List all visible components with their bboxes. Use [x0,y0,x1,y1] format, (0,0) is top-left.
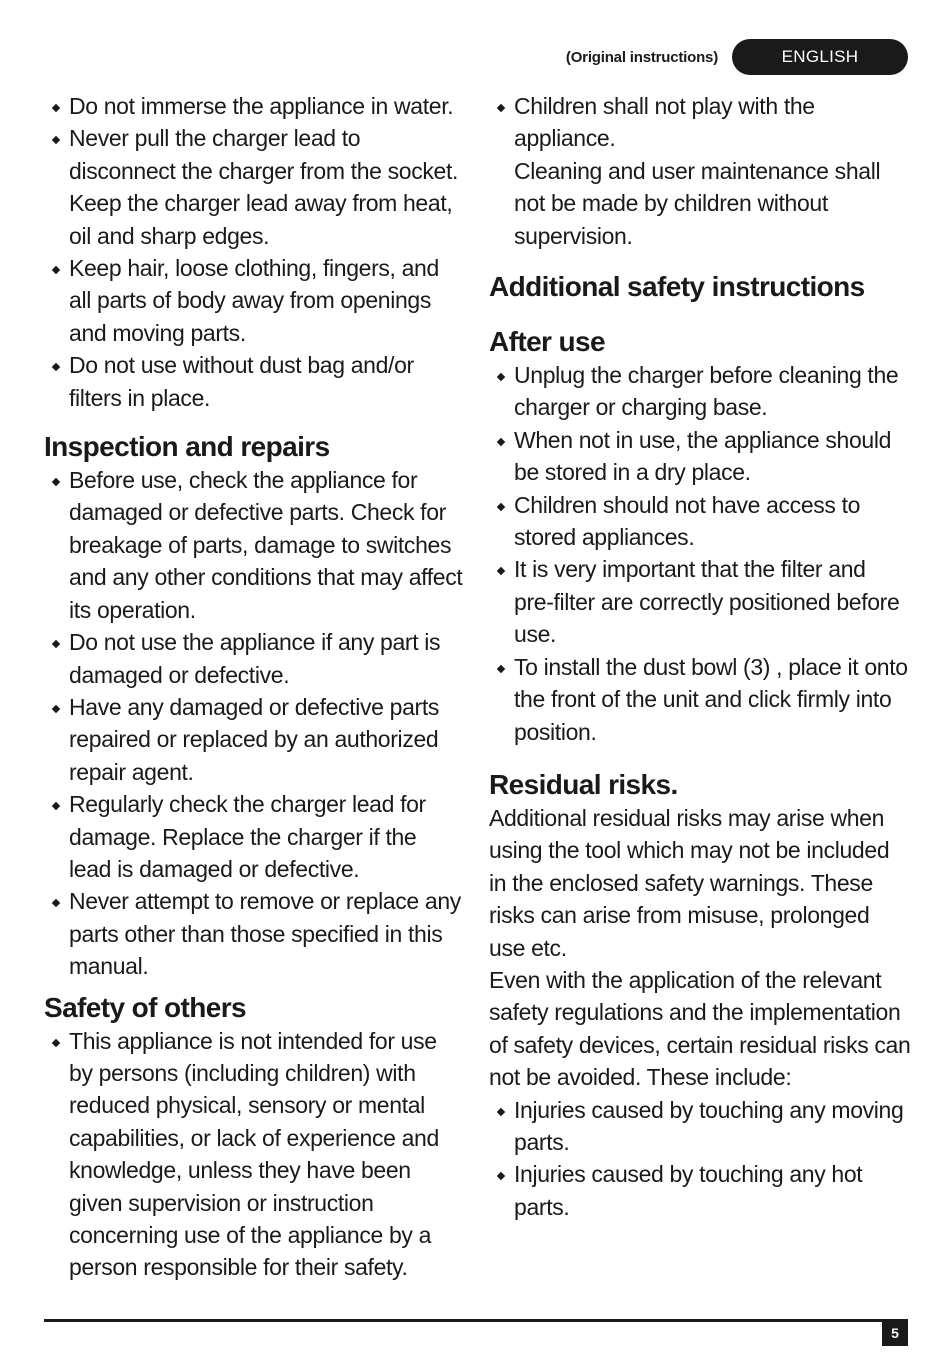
diamond-bullet-icon [497,438,505,446]
footer-divider [44,1319,908,1322]
diamond-bullet-icon [52,136,60,144]
diamond-bullet-icon [497,502,505,510]
page-number: 5 [882,1320,908,1346]
list-item: Never attempt to remove or replace any parts other than those specified in this manual. [44,885,464,982]
list-item: Injuries caused by touching any hot parts. [489,1158,911,1223]
list-item: This appliance is not intended for use by persons (including children) with reduced physical, sensory or mental capabilities, or lack of experience and knowledge, unless they have been given supervision or instruction concerning use of the appliance by a person responsible for their safety. [44,1025,464,1284]
inspection-list [44,464,464,983]
list-item: Children shall not play with the appliance. Cleaning and user maintenance shall not be made by children without supervision. [489,90,911,252]
residual-risks-paragraph-2: Even with the application of the relevant safety regulations and the implementation of safety devices, certain residual risks can not be avoided. These include: [489,966,911,1091]
list-item: Do not use without dust bag and/or filters in place. [44,349,464,414]
residual-risks-heading: Residual risks. [489,768,678,800]
list-item: Do not use the appliance if any part is damaged or defective. [44,626,464,691]
list-item: Regularly check the charger lead for damage. Replace the charger if the lead is damaged or defective. [44,788,464,885]
diamond-bullet-icon [497,1172,505,1180]
diamond-bullet-icon [52,363,60,371]
list-item: Have any damaged or defective parts repaired or replaced by an authorized repair agent. [44,691,464,788]
residual-risks-paragraph: Additional residual risks may arise when using the tool which may not be included in the enclosed safety warnings. These risks can arise from misuse, prolonged use etc. [489,804,890,961]
after-use-list [489,359,911,748]
diamond-bullet-icon [52,266,60,274]
diamond-bullet-icon [52,104,60,112]
after-use-heading: After use [489,326,605,358]
diamond-bullet-icon [52,802,60,810]
diamond-bullet-icon [497,1107,505,1115]
safety-of-others-heading: Safety of others [44,991,246,1023]
diamond-bullet-icon [52,640,60,648]
list-item: Before use, check the appliance for damaged or defective parts. Check for breakage of parts, damage to switches and any other conditions that may affect its operation. [44,464,464,626]
diamond-bullet-icon [497,373,505,381]
diamond-bullet-icon [497,664,505,672]
diamond-bullet-icon [52,1038,60,1046]
page-header [566,38,908,76]
left-column [44,90,464,1284]
children-list [489,90,911,252]
list-item: When not in use, the appliance should be stored in a dry place. [489,424,911,489]
list-item: Keep hair, loose clothing, fingers, and all parts of body away from openings and moving parts. [44,252,464,349]
right-column [489,90,911,1223]
diamond-bullet-icon [52,478,60,486]
diamond-bullet-icon [497,567,505,575]
list-item: Unplug the charger before cleaning the charger or charging base. [489,359,911,424]
list-item: Do not immerse the appliance in water. [44,90,464,122]
residual-risks-list [489,1094,911,1224]
diamond-bullet-icon [52,705,60,713]
inspection-heading: Inspection and repairs [44,431,330,463]
safety-of-others-list [44,1025,464,1284]
diamond-bullet-icon [497,104,505,112]
list-item: It is very important that the filter and pre-filter are correctly positioned before use. [489,553,911,650]
language-badge: ENGLISH [732,39,908,75]
list-item: Never pull the charger lead to disconnect the charger from the socket. Keep the charger lead away from heat, oil and sharp edges. [44,122,464,252]
general-safety-list [44,90,464,414]
list-item: To install the dust bowl (3) , place it onto the front of the unit and click firmly into position. [489,651,911,748]
diamond-bullet-icon [52,899,60,907]
additional-safety-heading: Additional safety instructions [489,271,865,303]
list-item: Children should not have access to stored appliances. [489,489,911,554]
list-item: Injuries caused by touching any moving parts. [489,1094,911,1159]
original-instructions-label: (Original instructions) [565,48,718,66]
